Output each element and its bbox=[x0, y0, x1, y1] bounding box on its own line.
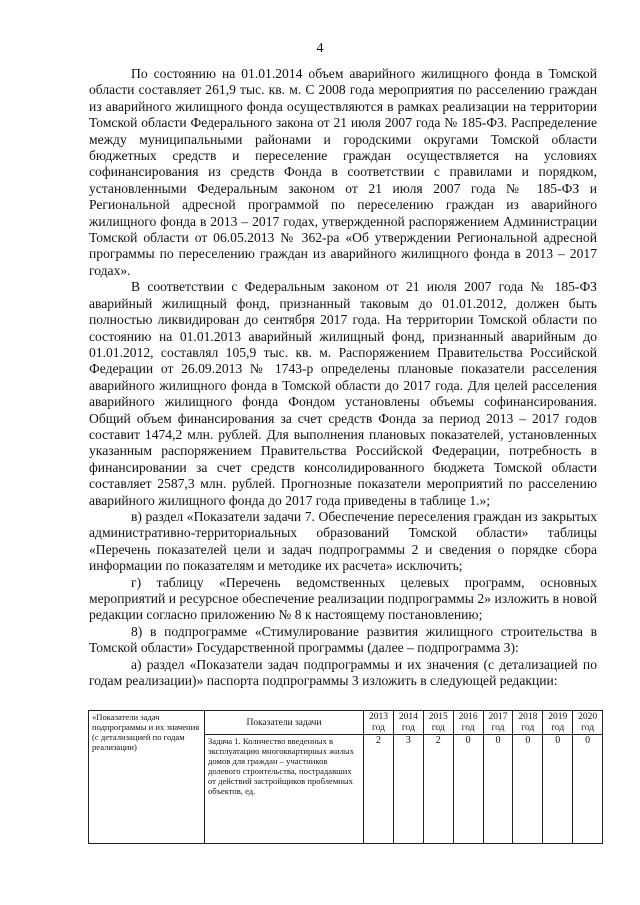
paragraph-4: г) таблицу «Перечень ведомственных целевых программ, основных мероприятий и ресурсное обеспечение реализации подпрограммы 2» изложить в новой редакции согласно приложению № 8 к настоящему постановлению; bbox=[89, 574, 597, 623]
year-header: 2015 год bbox=[423, 711, 453, 735]
year-header: 2016 год bbox=[453, 711, 483, 735]
year-header: 2013 год bbox=[364, 711, 394, 735]
paragraph-2: В соответствии с Федеральным законом от 21 июля 2007 года № 185-ФЗ аварийный жилищный фонд, признанный таковым до 01.01.2012, должен быть полностью ликвидирован до сентября 2017 года. На территории Томской области по состоянию на 01.01.2013 аварийный жилищный фонд, признанный аварийным до 01.01.2012, составлял 105,9 тыс. кв. м. Распоряжением Правительства Российской Федерации от 26.09.2013 № 1743-р определены плановые показатели расселения аварийного жилищного фонда в Томской области до 2017 года. Для целей расселения аварийного жилищного фонда Фондом установлены объемы софинансирования. Общий объем финансирования за счет средств Фонда за период 2013 – 2017 годов составит 1474,2 млн. рублей. Для выполнения плановых показателей, установленных указанным распоряжением Правительства Российской Федерации, потребность в финансировании за счет средств консолидированного бюджета Томской области составляет 2587,3 млн. рублей. Прогнозные показатели мероприятий по расселению аварийного жилищного фонда до 2017 года приведены в таблице 1.»; bbox=[89, 279, 597, 508]
body-text bbox=[89, 66, 597, 689]
indicator-text: Задача 1. Количество введенных в эксплуатацию многоквартирных жилых домов для граждан – участников долевого строительства, пострадавших от действий застройщиков проблемных объектов, ед. bbox=[205, 735, 364, 844]
table-header-row bbox=[89, 711, 603, 735]
year-header: 2019 год bbox=[543, 711, 573, 735]
table-row-label: «Показатели задач подпрограммы и их значения (с детализацией по годам реализации) bbox=[89, 711, 205, 844]
indicators-table bbox=[88, 710, 603, 844]
paragraph-3: в) раздел «Показатели задачи 7. Обеспечение переселения граждан из закрытых административно-территориальных образований Томской области» таблицы «Перечень показателей цели и задач подпрограммы 2 и сведения о порядке сбора информации по показателям и методике их расчета» исключить; bbox=[89, 508, 597, 574]
paragraph-5: 8) в подпрограмме «Стимулирование развития жилищного строительства в Томской области» Государственной программы (далее – подпрограмма 3): bbox=[89, 623, 597, 656]
year-header: 2017 год bbox=[483, 711, 513, 735]
indicator-header: Показатели задачи bbox=[205, 711, 364, 735]
page-number: 4 bbox=[316, 41, 324, 56]
table-cell: 0 bbox=[543, 735, 573, 844]
table-cell: 0 bbox=[483, 735, 513, 844]
table-cell: 0 bbox=[453, 735, 483, 844]
year-header: 2020 год bbox=[573, 711, 603, 735]
table-cell: 0 bbox=[573, 735, 603, 844]
paragraph-1: По состоянию на 01.01.2014 объем аварийного жилищного фонда в Томской области составляет 261,9 тыс. кв. м. С 2008 года мероприятия по расселению граждан из аварийного жилищного фонда осуществляются в рамках реализации на территории Томской области Федерального закона от 21 июля 2007 года № 185-ФЗ. Распределение между муниципальными районами и городскими округами Томской области бюджетных средств и переселение граждан осуществляется на условиях софинансирования из средств Фонда в соответствии с правилами и порядком, установленными Федеральным законом от 21 июля 2007 года № 185-ФЗ и Региональной адресной программой по переселению граждан из аварийного жилищного фонда в 2013 – 2017 годах, утвержденной распоряжением Администрации Томской области от 06.05.2013 № 362-ра «Об утверждении Региональной адресной программы по переселению граждан из аварийного жилищного фонда в 2013 – 2017 годах». bbox=[89, 66, 597, 278]
paragraph-6: а) раздел «Показатели задач подпрограммы и их значения (с детализацией по годам реализации)» паспорта подпрограммы 3 изложить в следующей редакции: bbox=[89, 656, 597, 689]
table-cell: 2 bbox=[364, 735, 394, 844]
table-cell: 0 bbox=[513, 735, 543, 844]
table-cell: 3 bbox=[393, 735, 423, 844]
year-header: 2018 год bbox=[513, 711, 543, 735]
table-cell: 2 bbox=[423, 735, 453, 844]
year-header: 2014 год bbox=[393, 711, 423, 735]
